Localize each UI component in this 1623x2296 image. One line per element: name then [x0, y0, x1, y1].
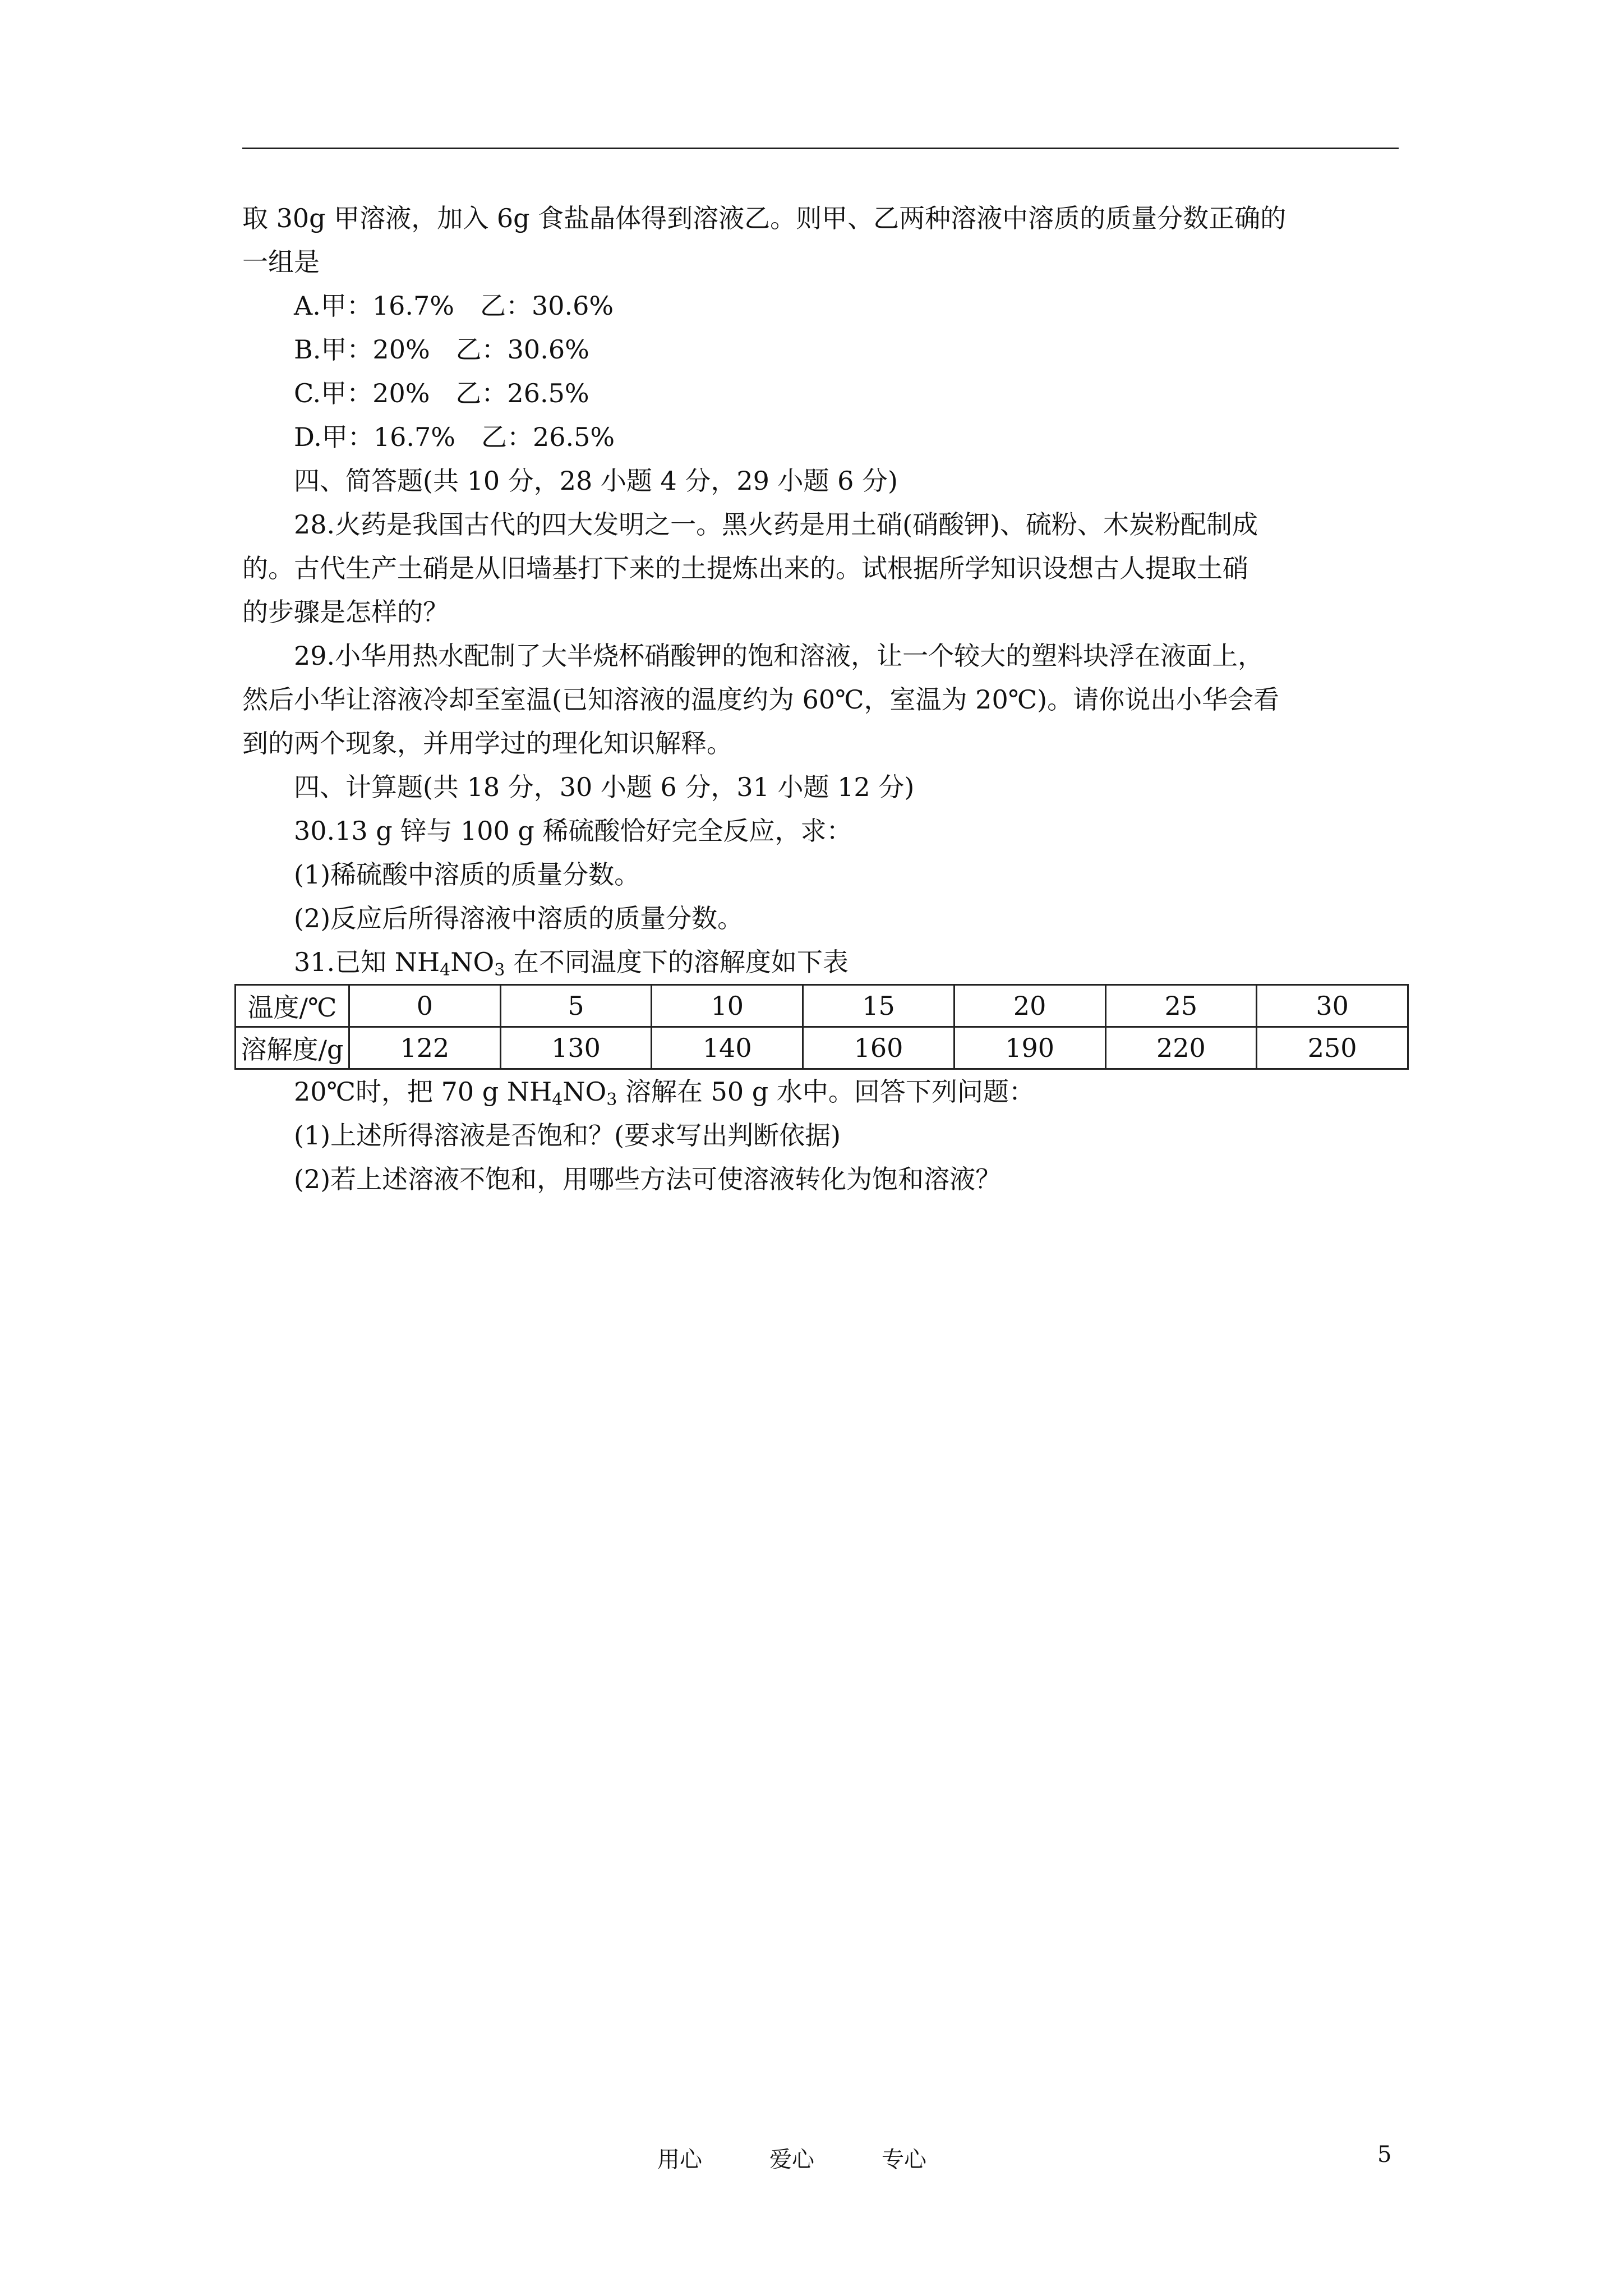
table-cell: 250: [1257, 1027, 1408, 1069]
option-d: D.甲：16.7% 乙：26.5%: [294, 422, 615, 452]
q31-condition: 20℃时，把 70 g $NH_4NO_3$ 溶解在 50 g 水中。回答下列问题：: [294, 1076, 1035, 1110]
table-cell: 20: [954, 985, 1105, 1027]
q31-part-2: (2)若上述溶液不饱和，用哪些方法可使溶液转化为饱和溶液？: [294, 1164, 1002, 1194]
q28-line-1: 28.火药是我国古代的四大发明之一。黑火药是用土硝(硝酸钾)、硫粉、木炭粉配制成: [294, 509, 1258, 540]
section-calculation: 四、计算题(共 18 分，30 小题 6 分，31 小题 12 分): [294, 772, 915, 802]
option-b: B.甲：20% 乙：30.6%: [294, 334, 589, 365]
solubility-table: [234, 984, 1409, 1070]
intro-line-2: 一组是: [242, 247, 320, 277]
footer-motto-3: 专心: [882, 2147, 926, 2173]
header-rule: [242, 148, 1399, 149]
q28-line-3: 的步骤是怎样的？: [242, 597, 449, 627]
q30-part-1: (1)稀硫酸中溶质的质量分数。: [294, 859, 640, 890]
table-cell: 140: [652, 1027, 803, 1069]
page-content: [242, 196, 1399, 1201]
table-row: [236, 985, 1408, 1027]
table-cell: 30: [1257, 985, 1408, 1027]
table-cell: 15: [803, 985, 955, 1027]
section-short-answer: 四、简答题(共 10 分，28 小题 4 分，29 小题 6 分): [294, 466, 898, 496]
q28-line-2: 的。古代生产土硝是从旧墙基打下来的土提炼出来的。试根据所学知识设想古人提取土硝: [242, 553, 1248, 583]
table-cell: 190: [954, 1027, 1105, 1069]
q30-part-2: (2)反应后所得溶液中溶质的质量分数。: [294, 903, 744, 933]
q30-stem: 30.13 g 锌与 100 g 稀硫酸恰好完全反应，求：: [294, 816, 852, 846]
table-cell: 122: [349, 1027, 501, 1069]
table-cell: 160: [803, 1027, 955, 1069]
table-cell: 25: [1105, 985, 1257, 1027]
solubility-header: 溶解度/g: [236, 1027, 349, 1069]
intro-line-1: 取 30g 甲溶液，加入 6g 食盐晶体得到溶液乙。则甲、乙两种溶液中溶质的质量分数正确的: [242, 203, 1287, 233]
temp-header: 温度/℃: [236, 985, 349, 1027]
footer-motto-1: 用心: [657, 2147, 702, 2173]
footer-motto-2: 爱心: [769, 2147, 814, 2173]
q29-line-1: 29.小华用热水配制了大半烧杯硝酸钾的饱和溶液，让一个较大的塑料块浮在液面上，: [294, 641, 1264, 671]
option-c: C.甲：20% 乙：26.5%: [294, 378, 589, 408]
q31-part-1: (1)上述所得溶液是否饱和？(要求写出判断依据): [294, 1120, 841, 1151]
table-row: [236, 1027, 1408, 1069]
table-cell: 5: [500, 985, 652, 1027]
table-cell: 0: [349, 985, 501, 1027]
table-cell: 220: [1105, 1027, 1257, 1069]
table-cell: 130: [500, 1027, 652, 1069]
q29-line-3: 到的两个现象，并用学过的理化知识解释。: [242, 728, 732, 758]
page-number: 5: [1377, 2142, 1392, 2168]
q31-stem: 31.已知 $NH_4NO_3$ 在不同温度下的溶解度如下表: [294, 947, 849, 980]
q29-line-2: 然后小华让溶液冷却至室温(已知溶液的温度约为 60℃，室温为 20℃)。请你说出小华会看: [242, 684, 1280, 715]
table-cell: 10: [652, 985, 803, 1027]
option-a: A.甲：16.7% 乙：30.6%: [294, 291, 614, 321]
